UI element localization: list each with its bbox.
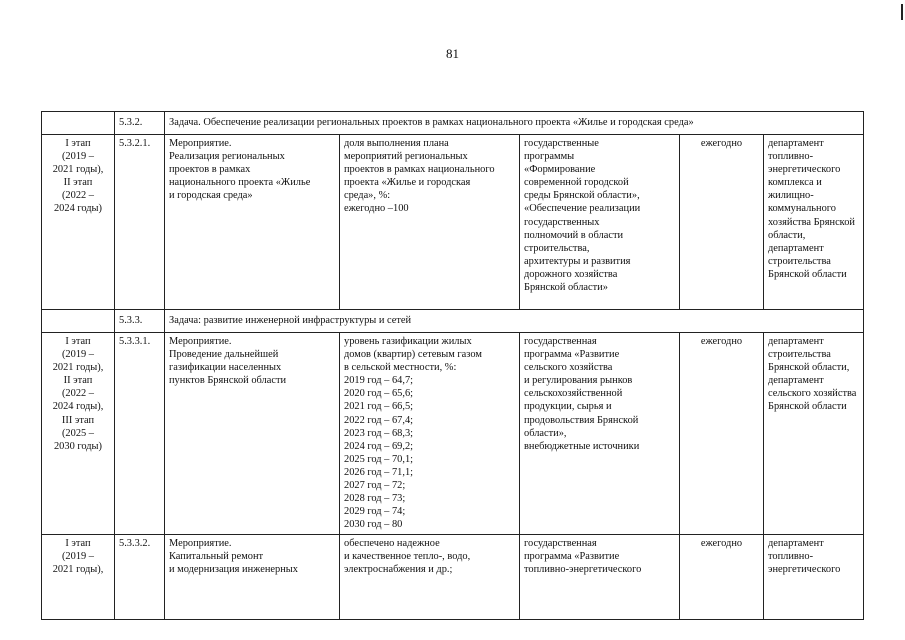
period-cell: ежегодно	[680, 135, 764, 310]
stage-cell	[42, 112, 115, 135]
stage-cell: I этап (2019 – 2021 годы), II этап (2022 – 2024 годы)	[42, 135, 115, 310]
activity-cell: Мероприятие. Капитальный ремонт и модернизация инженерных	[165, 535, 340, 620]
table-row	[42, 535, 864, 620]
period-cell: ежегодно	[680, 535, 764, 620]
executor-cell: департамент строительства Брянской области, департамент сельского хозяйства Брянской области	[764, 333, 864, 535]
period-cell: ежегодно	[680, 333, 764, 535]
program-cell: государственные программы «Формирование современной городской среды Брянской области», «Обеспечение реализации государственных полномочий в области строительства, архитектуры и развития дорожного хозяйства Брянской области»	[520, 135, 680, 310]
stage-cell: I этап (2019 – 2021 годы),	[42, 535, 115, 620]
program-cell: государственная программа «Развитие сельского хозяйства и регулирования рынков сельскохозяйственной продукции, сырья и продовольствия Брянской области», внебюджетные источники	[520, 333, 680, 535]
activities-table	[41, 111, 864, 620]
table-row	[42, 135, 864, 310]
task-cell: Задача. Обеспечение реализации региональных проектов в рамках национального проекта «Жилье и городская среда»	[165, 112, 864, 135]
number-cell: 5.3.2.	[115, 112, 165, 135]
executor-cell: департамент топливно- энергетического	[764, 535, 864, 620]
number-cell: 5.3.2.1.	[115, 135, 165, 310]
page-number: 81	[446, 46, 459, 61]
table-row	[42, 112, 864, 135]
activity-cell: Мероприятие. Реализация региональных проектов в рамках национального проекта «Жилье и городская среда»	[165, 135, 340, 310]
executor-cell: департамент топливно- энергетического комплекса и жилищно- коммунального хозяйства Брянской области, департамент строительства Брянской области	[764, 135, 864, 310]
program-cell: государственная программа «Развитие топливно-энергетического	[520, 535, 680, 620]
indicator-cell: доля выполнения плана мероприятий региональных проектов в рамках национального проекта «Жилье и городская среда», %: ежегодно –100	[340, 135, 520, 310]
stage-cell: I этап (2019 – 2021 годы), II этап (2022 – 2024 годы), III этап (2025 – 2030 годы)	[42, 333, 115, 535]
number-cell: 5.3.3.2.	[115, 535, 165, 620]
indicator-cell: обеспечено надежное и качественное тепло-, водо, электроснабжения и др.;	[340, 535, 520, 620]
indicator-cell: уровень газификации жилых домов (квартир) сетевым газом в сельской местности, %: 2019 год – 64,7; 2020 год – 65,6; 2021 год – 66,5; 2022 год – 67,4; 2023 год – 68,3; 2024 год – 69,2; 2025 год – 70,1; 2026 год – 71,1; 2027 год – 72; 2028 год – 73; 2029 год – 74; 2030 год – 80	[340, 333, 520, 535]
number-cell: 5.3.3.	[115, 310, 165, 333]
stage-cell	[42, 310, 115, 333]
task-cell: Задача: развитие инженерной инфраструктуры и сетей	[165, 310, 864, 333]
scan-edge-mark	[901, 4, 903, 20]
table-row	[42, 333, 864, 535]
table-row	[42, 310, 864, 333]
number-cell: 5.3.3.1.	[115, 333, 165, 535]
activity-cell: Мероприятие. Проведение дальнейшей газификации населенных пунктов Брянской области	[165, 333, 340, 535]
